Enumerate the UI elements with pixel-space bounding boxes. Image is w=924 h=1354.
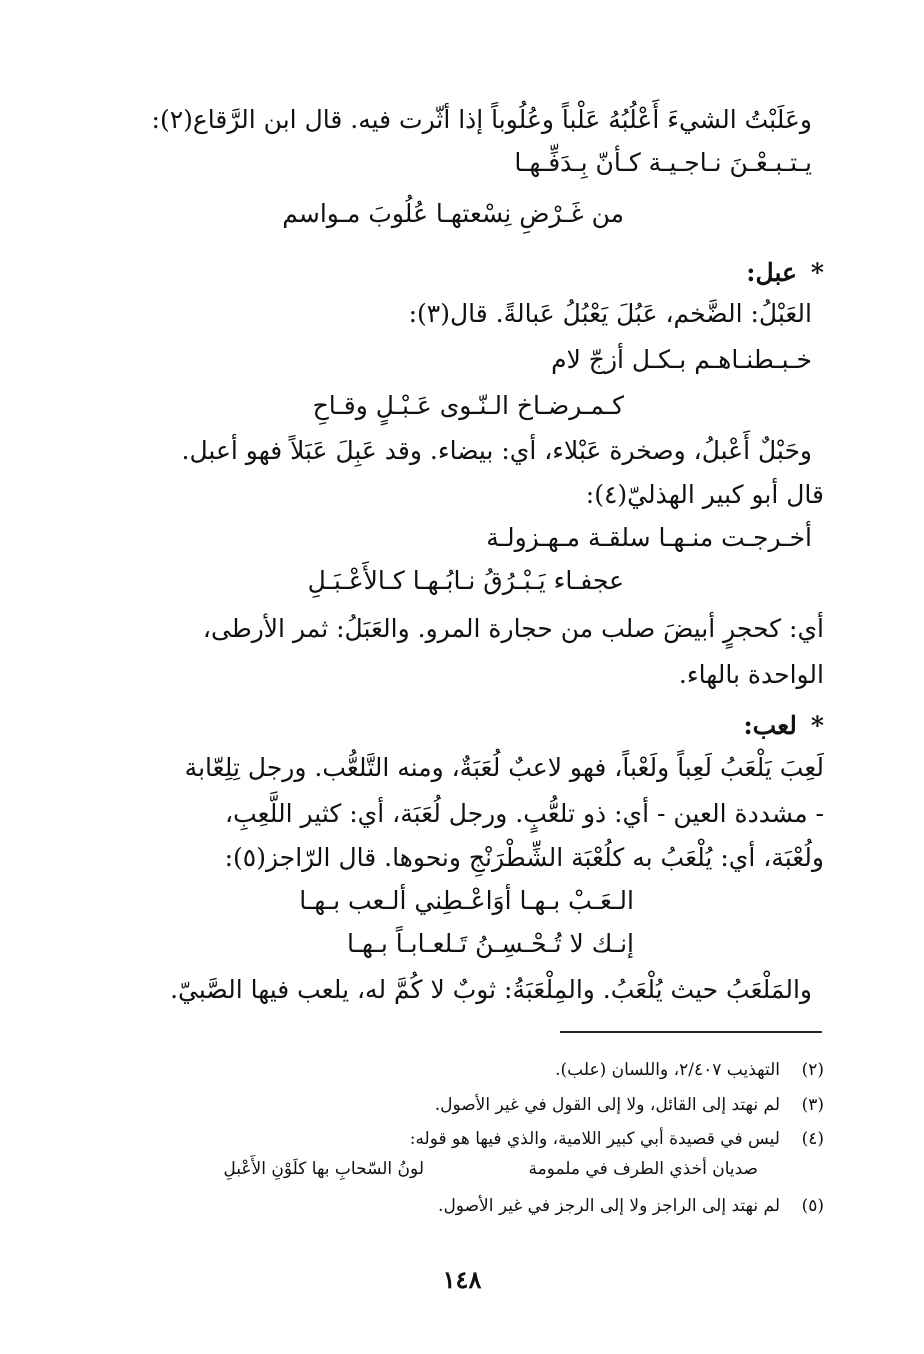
footnote-text: لم نهتد إلى الراجز ولا إلى الرجز في غير الأصول. [438,1196,780,1216]
text-line: قال أبو كبير الهذليّ(٤): [585,480,824,509]
asterisk-icon: * [810,711,824,740]
footnote-verse-hemistich: لونُ السّحابِ بها كلَوْنِ الأَعْبلِ [223,1159,424,1179]
verse-hemistich: من غَـرْضِ نِسْعتهـا عُلُوبَ مـواسم [282,199,624,228]
text-line: وعَلَبْتُ الشيءَ أَعْلُبُهُ عَلْباً وعُلُوباً إذا أثّرت فيه. قال ابن الرَّقاع(٢): [151,105,812,134]
entry-heading [743,709,824,743]
verse-hemistich: الـعَـبْ بـهـا أوَاعْـطِني ألـعب بـهـا [299,886,634,915]
text-line: - مشددة العين - أي: ذو تلعُّبٍ. ورجل لُعَبَة، أي: كثير اللَّعِبِ، [225,799,824,828]
text-line: لَعِبَ يَلْعَبُ لَعِباً ولَعْباً، فهو لاعبٌ لُعَبَةٌ، ومنه التَّلعُّب. ورجل تِلِعّابة [184,753,824,782]
verse-hemistich: عجفـاء يَـبْـرُقُ نـابُـهـا كـالأَعْـبَـلِ [307,566,624,595]
footnote [435,1093,824,1117]
verse-hemistich: كـمـرضـاخ الـنّـوى عَـبْـلٍ وقـاحِ [312,391,624,420]
footnote-divider [560,1031,822,1033]
page-number: ١٤٨ [442,1265,482,1294]
verse-hemistich: يـتـبـعْـنَ نـاجـيـة كـأنّ بِـدَفِّـهـا [514,148,812,177]
text-line: أي: كحجرٍ أبيضَ صلب من حجارة المرو. والعَبَلُ: ثمر الأرطى، [202,614,824,643]
footnote-text: التهذيب ٢/٤٠٧، واللسان (علب). [555,1060,780,1080]
footnote-text: لم نهتد إلى القائل، ولا إلى القول في غير الأصول. [434,1095,780,1115]
text-line: العَبْلُ: الضَّخم، عَبُلَ يَعْبُلُ عَبالةً. قال(٣): [408,299,812,328]
verse-hemistich: خـبـطنـاهـم بـكـل أزجّ لام [551,345,812,374]
verse-hemistich: أخـرجـت منـهـا سلقـة مـهـزولـة [486,523,812,552]
footnote-verse-hemistich: صديان أخذي الطرف في ملمومة [528,1159,758,1179]
text-line: وحَبْلٌ أَعْبلُ، وصخرة عَبْلاء، أي: بيضاء. وقد عَبِلَ عَبَلاً فهو أعبل. [181,436,812,465]
footnote-number: (٣) [801,1095,824,1115]
footnote-number: (٥) [801,1196,824,1216]
asterisk-icon: * [810,258,824,287]
entry-title: لعب: [743,711,797,740]
footnote [438,1194,824,1218]
footnote [410,1127,824,1151]
entry-heading [746,256,824,290]
text-line: ولُعْبَة، أي: يُلْعَبُ به كلُعْبَة الشِّطْرَنْجِ ونحوها. قال الرّاجز(٥): [224,843,824,872]
text-line: والمَلْعَبُ حيث يُلْعَبُ. والمِلْعَبَةُ: ثوبٌ لا كُمَّ له، يلعب فيها الصَّبيّ. [170,975,812,1004]
text-line: الواحدة بالهاء. [678,660,824,689]
entry-title: عبل: [746,258,797,287]
footnote [555,1058,824,1082]
footnote-number: (٢) [801,1060,824,1080]
footnote-text: ليس في قصيدة أبي كبير اللامية، والذي فيها هو قوله: [409,1129,780,1149]
footnote-number: (٤) [801,1129,824,1149]
verse-hemistich: إنـك لا تُـحْـسِـنُ تَـلعـابـاً بـهـا [347,929,634,958]
